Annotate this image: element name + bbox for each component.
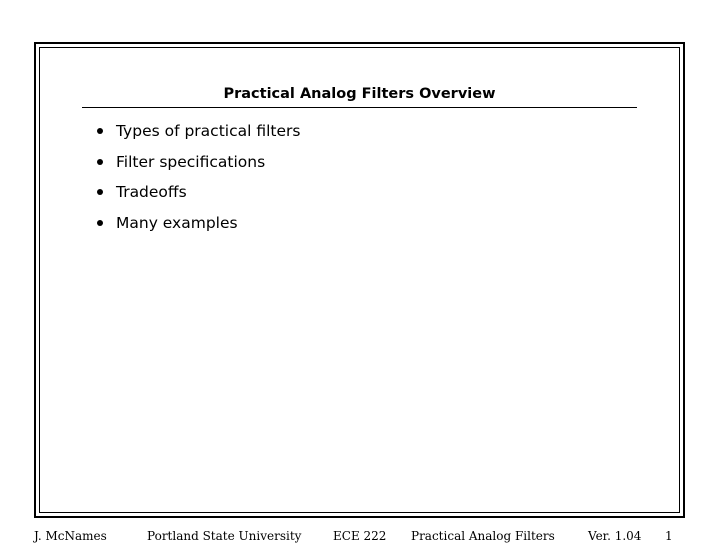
bullet-text: Filter specifications	[116, 152, 266, 171]
bullet-list	[96, 116, 300, 238]
bullet-text: Types of practical filters	[116, 122, 301, 141]
footer-course: ECE 222	[333, 529, 387, 543]
slide-footer	[0, 527, 720, 545]
bullet-item	[96, 116, 300, 147]
bullet-text: Many examples	[116, 213, 238, 232]
footer-version: Ver. 1.04	[588, 529, 642, 543]
bullet-icon	[97, 128, 103, 134]
footer-page-number: 1	[665, 529, 673, 543]
bullet-item	[96, 208, 300, 239]
footer-institution: Portland State University	[147, 529, 302, 543]
bullet-icon	[97, 220, 103, 226]
bullet-text: Tradeoffs	[116, 183, 187, 202]
bullet-icon	[97, 189, 103, 195]
bullet-item	[96, 147, 300, 178]
footer-author: J. McNames	[34, 529, 107, 543]
slide-title: Practical Analog Filters Overview	[223, 86, 496, 102]
title-divider	[82, 107, 637, 108]
footer-topic: Practical Analog Filters	[411, 529, 555, 543]
bullet-icon	[97, 159, 103, 165]
bullet-item	[96, 177, 300, 208]
